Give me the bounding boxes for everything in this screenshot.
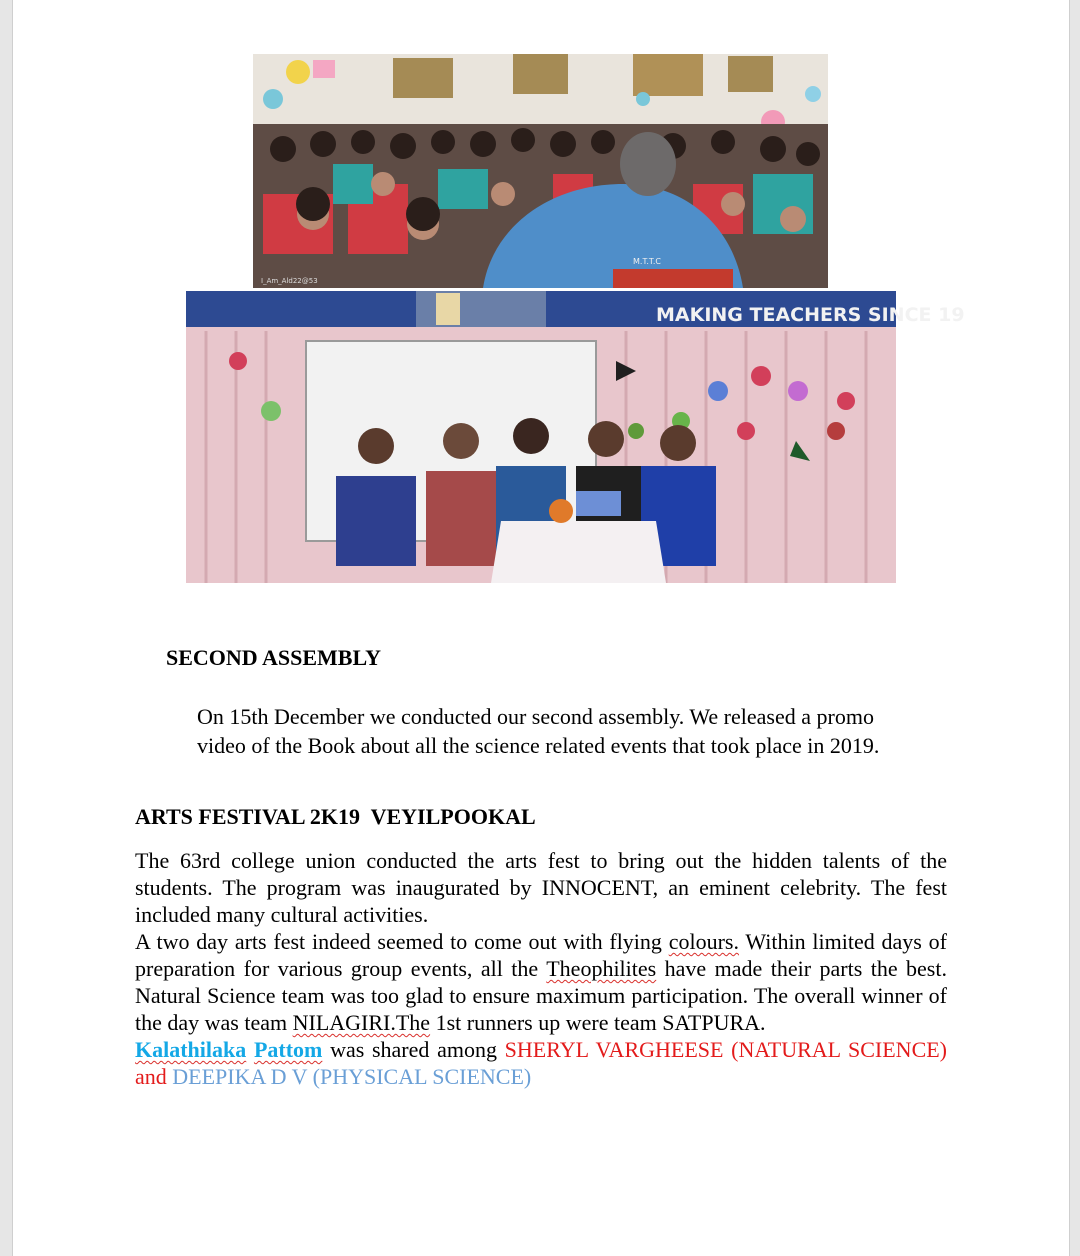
arts-para-intro: The 63rd college union conducted the arts fest to bring out the hidden talents of the students. The program was inaugurated by INNOCENT, an eminent celebrity. The fest included many cultural activities. — [135, 848, 947, 927]
spell-flag-colours: colours. — [668, 929, 739, 954]
para-text: Within limited days of preparation for various group events, all the — [135, 929, 947, 981]
spell-flag-nilagiri: NILAGIRI.The — [292, 1010, 431, 1035]
second-assembly-paragraph — [197, 702, 957, 760]
para-text: 1st runners up were team SATPURA. — [430, 1010, 766, 1035]
winner-2: DEEPIKA D V (PHYSICAL SCIENCE) — [172, 1064, 532, 1089]
banner-text: MAKING TEACHERS SINCE 19 — [656, 304, 965, 326]
stage-photo-drawing — [186, 291, 965, 583]
arts-para-details — [135, 928, 947, 1036]
audience-photo-drawing — [253, 54, 828, 288]
arts-festival-heading: ARTS FESTIVAL 2K19 VEYILPOOKAL — [135, 804, 536, 829]
para-text: have made their parts the best. Natural Science team was too glad to ensure maximum participation. The overall winner of the day was team — [135, 956, 947, 1035]
award-paragraph — [135, 1036, 947, 1090]
audience-photo — [253, 54, 828, 288]
photo-watermark: I_Am_Ald22@53 — [261, 277, 318, 285]
stage-photo — [186, 291, 965, 583]
award-text: was shared among — [322, 1037, 505, 1062]
spell-flag-theophilites: Theophilites — [546, 956, 657, 981]
second-assembly-heading: SECOND ASSEMBLY — [166, 645, 381, 670]
arts-festival-body — [135, 847, 947, 1090]
award-name-2: Pattom — [253, 1037, 323, 1062]
para-text: A two day arts fest indeed seemed to come out with flying — [135, 929, 669, 954]
winner-1: SHERYL VARGHEESE (NATURAL SCIENCE) — [504, 1037, 948, 1062]
paragraph-line: video of the Book about all the science related events that took place in 2019. — [197, 733, 880, 758]
winner-joiner: and — [135, 1064, 173, 1089]
chair-label: M.T.T.C — [633, 257, 661, 266]
document-page — [12, 0, 1070, 1256]
paragraph-line: On 15th December we conducted our second assembly. We released a promo — [197, 704, 874, 729]
award-name-1: Kalathilaka — [135, 1037, 247, 1062]
